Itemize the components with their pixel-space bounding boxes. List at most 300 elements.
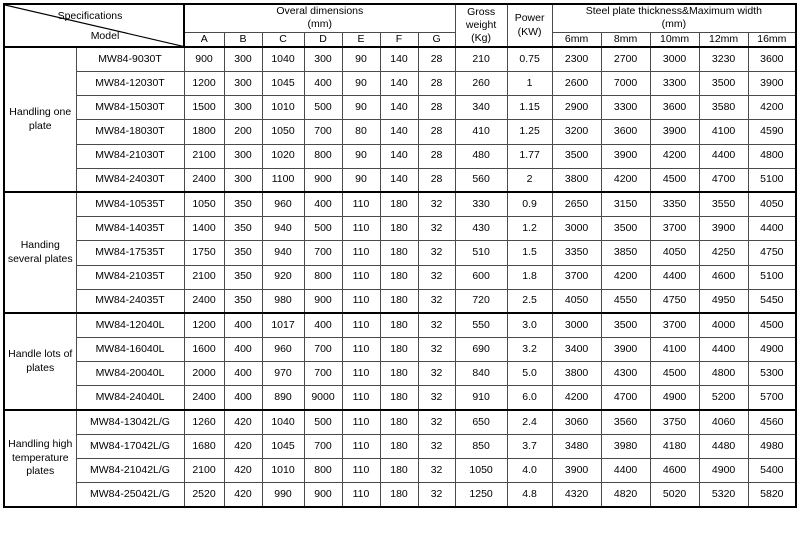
power-unit: (KW): [517, 25, 542, 38]
cell-A: 2400: [184, 168, 224, 192]
cell-D: 700: [304, 434, 342, 458]
cell-model: MW84-17535T: [76, 241, 184, 265]
cell-gross-weight: 720: [455, 289, 507, 313]
cell-E: 110: [342, 192, 380, 216]
cell-C: 1010: [262, 96, 304, 120]
cell-6mm: 3060: [552, 410, 601, 434]
cell-G: 32: [418, 217, 455, 241]
cell-power: 5.0: [507, 362, 552, 386]
cell-F: 140: [380, 120, 418, 144]
cell-16mm: 5100: [748, 168, 796, 192]
cell-10mm: 3900: [650, 120, 699, 144]
cell-6mm: 2900: [552, 96, 601, 120]
table-row: [4, 313, 796, 337]
cell-8mm: 4200: [601, 168, 650, 192]
cell-16mm: 4750: [748, 241, 796, 265]
cell-6mm: 2650: [552, 192, 601, 216]
cell-D: 800: [304, 459, 342, 483]
cell-B: 300: [224, 168, 262, 192]
cell-C: 960: [262, 192, 304, 216]
cell-G: 28: [418, 72, 455, 96]
cell-power: 1.25: [507, 120, 552, 144]
cell-E: 110: [342, 265, 380, 289]
cell-F: 140: [380, 144, 418, 168]
steel-plate-unit: (mm): [661, 18, 687, 31]
cell-B: 300: [224, 47, 262, 71]
cell-G: 28: [418, 96, 455, 120]
cell-E: 110: [342, 459, 380, 483]
cell-E: 110: [342, 313, 380, 337]
cell-C: 1050: [262, 120, 304, 144]
cell-10mm: 4600: [650, 459, 699, 483]
cell-6mm: 4050: [552, 289, 601, 313]
cell-12mm: 5320: [699, 483, 748, 507]
cell-12mm: 4400: [699, 338, 748, 362]
cell-C: 890: [262, 386, 304, 410]
cell-8mm: 3600: [601, 120, 650, 144]
specifications-table: [3, 3, 797, 508]
cell-power: 2: [507, 168, 552, 192]
cell-16mm: 5300: [748, 362, 796, 386]
table-body: [4, 47, 796, 507]
cell-power: 3.0: [507, 313, 552, 337]
cell-power: 0.75: [507, 47, 552, 71]
cell-C: 1017: [262, 313, 304, 337]
col-header-G: G: [418, 32, 455, 47]
cell-A: 1800: [184, 120, 224, 144]
cell-E: 110: [342, 338, 380, 362]
cell-12mm: 3550: [699, 192, 748, 216]
cell-8mm: 4550: [601, 289, 650, 313]
cell-6mm: 3000: [552, 313, 601, 337]
cell-C: 990: [262, 483, 304, 507]
cell-8mm: 3980: [601, 434, 650, 458]
cell-E: 110: [342, 410, 380, 434]
table-row: [4, 72, 796, 96]
cell-B: 420: [224, 459, 262, 483]
cell-D: 700: [304, 241, 342, 265]
cell-B: 350: [224, 265, 262, 289]
cell-16mm: 4500: [748, 313, 796, 337]
cell-F: 180: [380, 459, 418, 483]
cell-B: 420: [224, 410, 262, 434]
cell-6mm: 3900: [552, 459, 601, 483]
steel-plate-header: [552, 4, 796, 32]
cell-G: 32: [418, 362, 455, 386]
cell-12mm: 4000: [699, 313, 748, 337]
cell-12mm: 4950: [699, 289, 748, 313]
cell-gross-weight: 600: [455, 265, 507, 289]
cell-power: 3.2: [507, 338, 552, 362]
cell-F: 140: [380, 168, 418, 192]
cell-power: 1.77: [507, 144, 552, 168]
cell-D: 400: [304, 313, 342, 337]
cell-model: MW84-24040L: [76, 386, 184, 410]
cell-F: 180: [380, 410, 418, 434]
cell-10mm: 3700: [650, 313, 699, 337]
cell-B: 400: [224, 313, 262, 337]
specifications-label: Specifications: [57, 10, 123, 22]
cell-model: MW84-21030T: [76, 144, 184, 168]
table-row: [4, 434, 796, 458]
table-row: [4, 386, 796, 410]
cell-model: MW84-21035T: [76, 265, 184, 289]
cell-B: 350: [224, 192, 262, 216]
cell-G: 28: [418, 47, 455, 71]
steel-plate-title: Steel plate thickness&Maximum width: [585, 5, 762, 17]
cell-B: 350: [224, 289, 262, 313]
cell-model: MW84-24030T: [76, 168, 184, 192]
table-row: [4, 144, 796, 168]
cell-power: 6.0: [507, 386, 552, 410]
cell-G: 32: [418, 241, 455, 265]
cell-6mm: 3000: [552, 217, 601, 241]
table-row: [4, 410, 796, 434]
cell-10mm: 4400: [650, 265, 699, 289]
cell-gross-weight: 840: [455, 362, 507, 386]
cell-12mm: 5200: [699, 386, 748, 410]
table-row: [4, 47, 796, 71]
cell-power: 1.15: [507, 96, 552, 120]
cell-power: 4.8: [507, 483, 552, 507]
cell-A: 2400: [184, 386, 224, 410]
cell-A: 2000: [184, 362, 224, 386]
cell-F: 180: [380, 217, 418, 241]
cell-D: 400: [304, 72, 342, 96]
cell-gross-weight: 1050: [455, 459, 507, 483]
cell-C: 970: [262, 362, 304, 386]
cell-10mm: 4100: [650, 338, 699, 362]
cell-gross-weight: 340: [455, 96, 507, 120]
cell-G: 32: [418, 338, 455, 362]
cell-8mm: 4820: [601, 483, 650, 507]
cell-C: 940: [262, 217, 304, 241]
cell-10mm: 4500: [650, 168, 699, 192]
col-header-8mm: 8mm: [601, 32, 650, 47]
cell-E: 110: [342, 386, 380, 410]
cell-12mm: 4900: [699, 459, 748, 483]
model-label: Model: [90, 29, 120, 42]
cell-C: 1020: [262, 144, 304, 168]
col-header-A: A: [184, 32, 224, 47]
cell-power: 3.7: [507, 434, 552, 458]
cell-D: 500: [304, 410, 342, 434]
cell-F: 180: [380, 386, 418, 410]
cell-6mm: 3350: [552, 241, 601, 265]
cell-10mm: 3750: [650, 410, 699, 434]
table-row: [4, 338, 796, 362]
cell-A: 1400: [184, 217, 224, 241]
cell-E: 90: [342, 47, 380, 71]
cell-model: MW84-21042L/G: [76, 459, 184, 483]
cell-6mm: 4320: [552, 483, 601, 507]
cell-8mm: 7000: [601, 72, 650, 96]
cell-A: 1260: [184, 410, 224, 434]
cell-C: 1010: [262, 459, 304, 483]
cell-D: 900: [304, 168, 342, 192]
cell-10mm: 3600: [650, 96, 699, 120]
table-row: [4, 96, 796, 120]
cell-6mm: 4200: [552, 386, 601, 410]
cell-power: 0.9: [507, 192, 552, 216]
group-label-3: Handle lots of plates: [4, 313, 76, 410]
cell-8mm: 3850: [601, 241, 650, 265]
cell-8mm: 3500: [601, 217, 650, 241]
cell-6mm: 3500: [552, 144, 601, 168]
table-header: [4, 4, 796, 47]
cell-E: 90: [342, 144, 380, 168]
cell-gross-weight: 510: [455, 241, 507, 265]
cell-6mm: 3800: [552, 362, 601, 386]
table-row: [4, 265, 796, 289]
cell-A: 1750: [184, 241, 224, 265]
cell-model: MW84-13042L/G: [76, 410, 184, 434]
cell-gross-weight: 850: [455, 434, 507, 458]
cell-D: 900: [304, 483, 342, 507]
cell-D: 900: [304, 289, 342, 313]
cell-model: MW84-17042L/G: [76, 434, 184, 458]
cell-6mm: 3480: [552, 434, 601, 458]
cell-gross-weight: 550: [455, 313, 507, 337]
cell-C: 1040: [262, 47, 304, 71]
cell-F: 140: [380, 72, 418, 96]
cell-E: 110: [342, 241, 380, 265]
table-row: [4, 483, 796, 507]
cell-A: 2100: [184, 459, 224, 483]
cell-B: 350: [224, 241, 262, 265]
cell-16mm: 5820: [748, 483, 796, 507]
table-row: [4, 192, 796, 216]
cell-6mm: 3800: [552, 168, 601, 192]
cell-A: 2100: [184, 144, 224, 168]
table-row: [4, 241, 796, 265]
cell-B: 400: [224, 386, 262, 410]
cell-10mm: 3300: [650, 72, 699, 96]
cell-D: 800: [304, 265, 342, 289]
cell-A: 1500: [184, 96, 224, 120]
cell-C: 980: [262, 289, 304, 313]
col-header-12mm: 12mm: [699, 32, 748, 47]
cell-B: 420: [224, 483, 262, 507]
cell-12mm: 4060: [699, 410, 748, 434]
cell-D: 700: [304, 362, 342, 386]
cell-12mm: 3230: [699, 47, 748, 71]
cell-C: 940: [262, 241, 304, 265]
cell-6mm: 2300: [552, 47, 601, 71]
cell-B: 200: [224, 120, 262, 144]
cell-16mm: 5100: [748, 265, 796, 289]
cell-8mm: 3900: [601, 144, 650, 168]
cell-6mm: 3200: [552, 120, 601, 144]
overall-dimensions-unit: (mm): [307, 18, 333, 31]
cell-G: 28: [418, 168, 455, 192]
cell-B: 420: [224, 434, 262, 458]
cell-gross-weight: 650: [455, 410, 507, 434]
cell-F: 180: [380, 483, 418, 507]
cell-G: 28: [418, 144, 455, 168]
cell-G: 32: [418, 410, 455, 434]
cell-model: MW84-9030T: [76, 47, 184, 71]
cell-6mm: 3700: [552, 265, 601, 289]
cell-C: 960: [262, 338, 304, 362]
cell-G: 32: [418, 265, 455, 289]
cell-G: 32: [418, 434, 455, 458]
cell-F: 140: [380, 96, 418, 120]
cell-B: 400: [224, 362, 262, 386]
table-row: [4, 459, 796, 483]
cell-F: 180: [380, 241, 418, 265]
overall-dimensions-header: [184, 4, 455, 32]
cell-D: 9000: [304, 386, 342, 410]
cell-8mm: 2700: [601, 47, 650, 71]
cell-A: 1680: [184, 434, 224, 458]
cell-G: 32: [418, 192, 455, 216]
cell-E: 90: [342, 168, 380, 192]
cell-model: MW84-25042L/G: [76, 483, 184, 507]
cell-B: 350: [224, 217, 262, 241]
cell-gross-weight: 430: [455, 217, 507, 241]
gross-weight-unit: (Kg): [471, 32, 491, 45]
cell-8mm: 4400: [601, 459, 650, 483]
cell-model: MW84-24035T: [76, 289, 184, 313]
cell-A: 1200: [184, 72, 224, 96]
cell-F: 180: [380, 192, 418, 216]
cell-8mm: 3150: [601, 192, 650, 216]
cell-16mm: 4560: [748, 410, 796, 434]
cell-E: 110: [342, 289, 380, 313]
cell-12mm: 4700: [699, 168, 748, 192]
power-title: Power: [514, 12, 545, 25]
cell-12mm: 4600: [699, 265, 748, 289]
cell-D: 500: [304, 217, 342, 241]
cell-A: 1050: [184, 192, 224, 216]
cell-F: 180: [380, 313, 418, 337]
cell-12mm: 4100: [699, 120, 748, 144]
cell-A: 900: [184, 47, 224, 71]
cell-power: 1: [507, 72, 552, 96]
cell-gross-weight: 1250: [455, 483, 507, 507]
cell-8mm: 3500: [601, 313, 650, 337]
cell-F: 180: [380, 289, 418, 313]
cell-10mm: 4750: [650, 289, 699, 313]
cell-F: 140: [380, 47, 418, 71]
cell-8mm: 4700: [601, 386, 650, 410]
cell-12mm: 4480: [699, 434, 748, 458]
cell-model: MW84-20040L: [76, 362, 184, 386]
cell-power: 2.4: [507, 410, 552, 434]
cell-10mm: 4050: [650, 241, 699, 265]
cell-gross-weight: 330: [455, 192, 507, 216]
cell-model: MW84-14035T: [76, 217, 184, 241]
cell-model: MW84-10535T: [76, 192, 184, 216]
cell-D: 500: [304, 96, 342, 120]
header-row-top: [4, 4, 796, 32]
cell-12mm: 3900: [699, 217, 748, 241]
cell-C: 1045: [262, 434, 304, 458]
cell-F: 180: [380, 434, 418, 458]
cell-6mm: 3400: [552, 338, 601, 362]
cell-G: 28: [418, 120, 455, 144]
cell-16mm: 4050: [748, 192, 796, 216]
cell-10mm: 3350: [650, 192, 699, 216]
cell-16mm: 4590: [748, 120, 796, 144]
cell-G: 32: [418, 289, 455, 313]
cell-power: 1.8: [507, 265, 552, 289]
cell-gross-weight: 480: [455, 144, 507, 168]
cell-12mm: 4250: [699, 241, 748, 265]
cell-12mm: 3500: [699, 72, 748, 96]
gross-weight-header: [455, 4, 507, 47]
cell-model: MW84-18030T: [76, 120, 184, 144]
cell-16mm: 5450: [748, 289, 796, 313]
cell-8mm: 4200: [601, 265, 650, 289]
corner-cell: [4, 4, 184, 47]
cell-10mm: 3000: [650, 47, 699, 71]
cell-F: 180: [380, 265, 418, 289]
cell-B: 300: [224, 72, 262, 96]
cell-A: 2400: [184, 289, 224, 313]
cell-C: 1045: [262, 72, 304, 96]
cell-G: 32: [418, 313, 455, 337]
group-label-2: Handing several plates: [4, 192, 76, 313]
col-header-10mm: 10mm: [650, 32, 699, 47]
cell-8mm: 3560: [601, 410, 650, 434]
table-row: [4, 362, 796, 386]
col-header-16mm: 16mm: [748, 32, 796, 47]
cell-E: 110: [342, 434, 380, 458]
col-header-E: E: [342, 32, 380, 47]
cell-16mm: 4800: [748, 144, 796, 168]
cell-power: 4.0: [507, 459, 552, 483]
cell-10mm: 5020: [650, 483, 699, 507]
cell-G: 32: [418, 459, 455, 483]
cell-B: 400: [224, 338, 262, 362]
cell-E: 90: [342, 96, 380, 120]
cell-D: 700: [304, 338, 342, 362]
cell-16mm: 4900: [748, 338, 796, 362]
group-label-4: Handling high temperature plates: [4, 410, 76, 507]
table-row: [4, 289, 796, 313]
cell-B: 300: [224, 144, 262, 168]
cell-A: 2100: [184, 265, 224, 289]
group-label-1: Handling one plate: [4, 47, 76, 192]
cell-16mm: 3900: [748, 72, 796, 96]
cell-D: 300: [304, 47, 342, 71]
cell-16mm: 3600: [748, 47, 796, 71]
cell-A: 2520: [184, 483, 224, 507]
cell-power: 2.5: [507, 289, 552, 313]
cell-D: 400: [304, 192, 342, 216]
cell-gross-weight: 690: [455, 338, 507, 362]
cell-model: MW84-16040L: [76, 338, 184, 362]
cell-F: 180: [380, 362, 418, 386]
cell-G: 32: [418, 386, 455, 410]
table-row: [4, 217, 796, 241]
cell-A: 1600: [184, 338, 224, 362]
cell-E: 80: [342, 120, 380, 144]
cell-10mm: 4200: [650, 144, 699, 168]
cell-10mm: 4500: [650, 362, 699, 386]
cell-A: 1200: [184, 313, 224, 337]
cell-6mm: 2600: [552, 72, 601, 96]
cell-E: 90: [342, 72, 380, 96]
cell-10mm: 4900: [650, 386, 699, 410]
cell-E: 110: [342, 362, 380, 386]
col-header-D: D: [304, 32, 342, 47]
cell-16mm: 4980: [748, 434, 796, 458]
cell-gross-weight: 260: [455, 72, 507, 96]
cell-gross-weight: 410: [455, 120, 507, 144]
